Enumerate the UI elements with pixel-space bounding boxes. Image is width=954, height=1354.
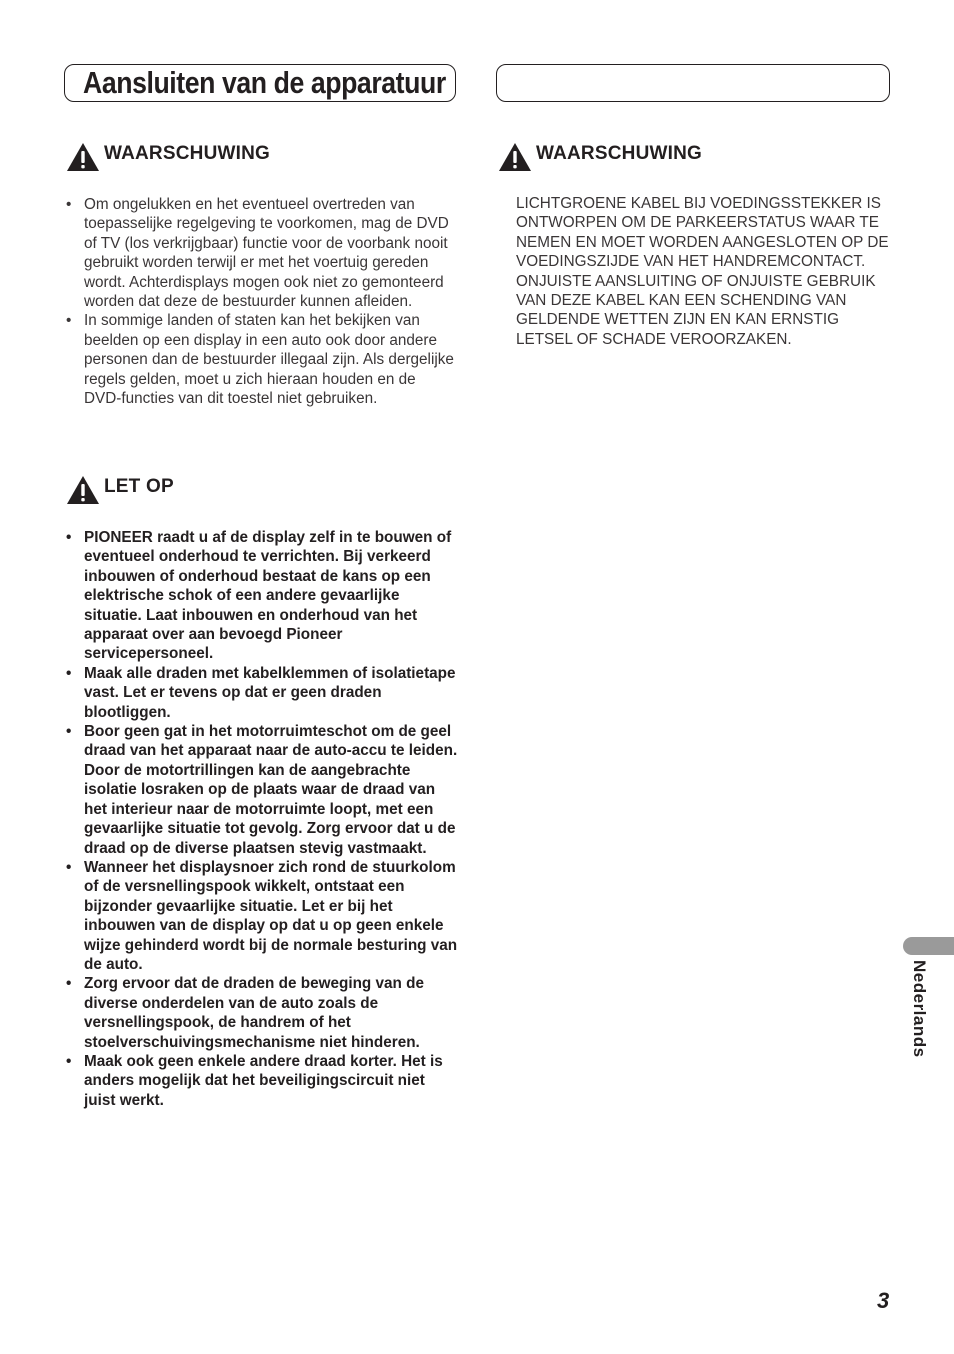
list-item: • Om ongelukken en het eventueel overtreden van toepasselijke regelgeving te voorkomen, mag de DVD of TV (los verkrijgbaar) functie voor de voorbank nooit gebruikt worden terwijl er met het voertuig gereden wordt. Achterdisplays mogen ook niet zo gemonteerd worden dat deze de bestuurder kunnen afleiden. bbox=[64, 195, 454, 311]
right-warning-heading bbox=[498, 142, 702, 172]
list-item: • PIONEER raadt u af de display zelf in te bouwen of eventueel onderhoud te verrichten. Bij verkeerd inbouwen of onderhoud bestaat de kans op een elektrische schok of een andere gevaarlijke situatie. Laat inbouwen en onderhoud van het apparaat over aan bevoegd Pioneer servicepersoneel. bbox=[64, 528, 460, 664]
warning-triangle-icon bbox=[66, 142, 100, 172]
page-number: 3 bbox=[877, 1288, 890, 1313]
list-item: • Boor geen gat in het motorruimteschot om de geel draad van het apparaat naar de auto-accu te leiden. Door de motortrillingen kan de aangebrachte isolatie losraken op de plaats waar de draad van het interieur naar de motorruimte loopt, met een gevaarlijke situatie tot gevolg. Zorg ervoor dat u de draad op de diverse plaatsen stevig vastmaakt. bbox=[64, 722, 460, 858]
warning-triangle-icon bbox=[66, 475, 100, 505]
empty-title-box bbox=[496, 64, 890, 102]
left-warning-list bbox=[64, 195, 454, 408]
left-warning-title: WAARSCHUWING bbox=[104, 143, 270, 164]
list-item: • Maak alle draden met kabelklemmen of isolatietape vast. Let er tevens op dat er geen draden blootliggen. bbox=[64, 664, 460, 722]
language-tab-marker bbox=[903, 937, 954, 955]
caution-list bbox=[64, 528, 460, 1110]
language-label: Nederlands bbox=[910, 960, 929, 1058]
list-item: • In sommige landen of staten kan het bekijken van beelden op een display in een auto ook door andere personen dan de bestuurder illegaal zijn. Als dergelijke regels gelden, moet u zich hieraan houden en de DVD-functies van dit toestel niet gebruiken. bbox=[64, 311, 454, 408]
list-item: • Maak ook geen enkele andere draad korter. Het is anders mogelijk dat het beveiligingscircuit niet juist werkt. bbox=[64, 1052, 460, 1110]
right-warning-text: LICHTGROENE KABEL BIJ VOEDINGSSTEKKER IS ONTWORPEN OM DE PARKEERSTATUS WAAR TE NEMEN EN MOET WORDEN AANGESLOTEN OP DE VOEDINGSZIJDE VAN HET HANDREMCONTACT. ONJUISTE AANSLUITING OF ONJUISTE GEBRUIK VAN DEZE KABEL KAN EEN SCHENDING VAN GELDENDE WETTEN ZIJN EN KAN ERNSTIG LETSEL OF SCHADE VEROORZAKEN. bbox=[516, 195, 889, 348]
left-warning-heading bbox=[66, 142, 270, 172]
list-item: • Wanneer het displaysnoer zich rond de stuurkolom of de versnellingspook wikkelt, ontstaat een bijzonder gevaarlijke situatie. Let er bij het inbouwen van de display op dat u op geen enkele wijze gehinderd wordt bij de normale besturing van de auto. bbox=[64, 858, 460, 974]
warning-triangle-icon bbox=[498, 142, 532, 172]
caution-heading bbox=[66, 475, 174, 505]
caution-title: LET OP bbox=[104, 476, 174, 497]
right-warning-title: WAARSCHUWING bbox=[536, 143, 702, 164]
title-box bbox=[64, 64, 456, 102]
page-title: Aansluiten van de apparatuur bbox=[83, 65, 446, 100]
list-item: • Zorg ervoor dat de draden de beweging van de diverse onderdelen van de auto zoals de versnellingspook, de handrem of het stoelverschuivingsmechanisme niet hinderen. bbox=[64, 974, 460, 1052]
